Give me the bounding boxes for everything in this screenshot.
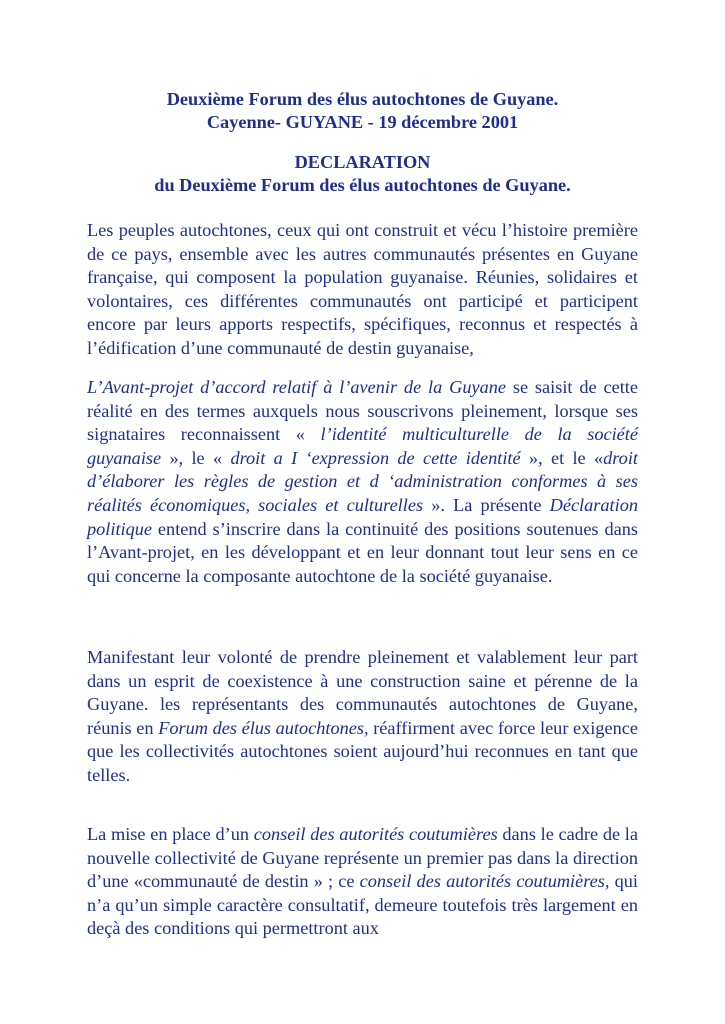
paragraph-3-text-3: réaffirment avec force leur exigence que les collectivités autochtones soient aujourd’hui reconnues en tant que telles. xyxy=(87,717,638,785)
forum-header xyxy=(0,88,725,134)
paragraph-2-text-2: se saisit de cette réalité en des termes auxquels nous souscrivons pleinement, lorsque ses signataires reconnaissent « xyxy=(87,377,638,445)
paragraph-4 xyxy=(87,823,638,941)
paragraph-2-italic-3: l’identité multiculturelle de la société guyanaise xyxy=(87,424,638,468)
forum-location-date: Cayenne- GUYANE - 19 décembre 2001 xyxy=(206,112,519,132)
paragraph-4-italic-2: conseil des autorités coutumières xyxy=(253,824,498,844)
paragraph-2-text-10: entend s’inscrire dans la continuité des positions soutenues dans l’Avant-projet, en les développant et en leur donnant tout leur sens en ce qui concerne la composante autochtone de la société guyanaise. xyxy=(87,518,638,586)
paragraph-2-text-8: ». La présente xyxy=(423,494,550,515)
paragraph-4-text-1: La mise en place d’un xyxy=(87,824,254,844)
paragraph-2-italic-1: L’Avant-projet d’accord relatif à l’avenir de la Guyane xyxy=(87,377,506,397)
paragraph-2-text-4: », le « xyxy=(161,447,231,468)
paragraph-4-text-5: qui n’a qu’un simple caractère consultatif, demeure toutefois très largement en deçà des conditions qui permettront aux xyxy=(87,871,638,939)
paragraph-2 xyxy=(87,376,638,588)
paragraph-2-italic-7: droit d’élaborer les règles de gestion et d ‘administration conformes à ses réalités économiques, sociales et culturelles xyxy=(87,447,638,515)
paragraph-3-italic-2: Forum des élus autochtones, xyxy=(158,717,369,738)
paragraph-1: Les peuples autochtones, ceux qui ont construit et vécu l’histoire première de ce pays, ensemble avec les autres communautés présentes en Guyane française, qui composent la population guyanaise. Réunies, solidaires et volontaires, ces différentes communautés ont participé et participent encore par leurs apports respectifs, spécifiques, reconnus et respectés à l’édification d’une communauté de destin guyanaise, xyxy=(87,220,638,358)
forum-title: Deuxième Forum des élus autochtones de Guyane. xyxy=(166,89,559,109)
paragraph-4-text-3: dans le cadre de la nouvelle collectivité de Guyane représente un premier pas dans la direction d’une «communauté de destin » ; ce xyxy=(87,824,638,892)
paragraph-2-italic-9: Déclaration politique xyxy=(87,494,638,539)
declaration-header xyxy=(0,151,725,197)
paragraph-3 xyxy=(87,646,638,788)
paragraph-4-italic-4: conseil des autorités coutumières, xyxy=(359,871,610,892)
paragraph-2-text-6: », et le « xyxy=(520,447,604,468)
paragraph-3-text-1: Manifestant leur volonté de prendre pleinement et valablement leur part dans un esprit de coexistence à une construction saine et pérenne de la Guyane. les représentants des communautés autochtones de Guyane, réunis en xyxy=(87,647,638,738)
declaration-title: DECLARATION xyxy=(294,152,431,172)
declaration-subtitle: du Deuxième Forum des élus autochtones de Guyane. xyxy=(154,175,571,195)
paragraph-2-italic-5: droit a I ‘expression de cette identité xyxy=(230,447,521,468)
